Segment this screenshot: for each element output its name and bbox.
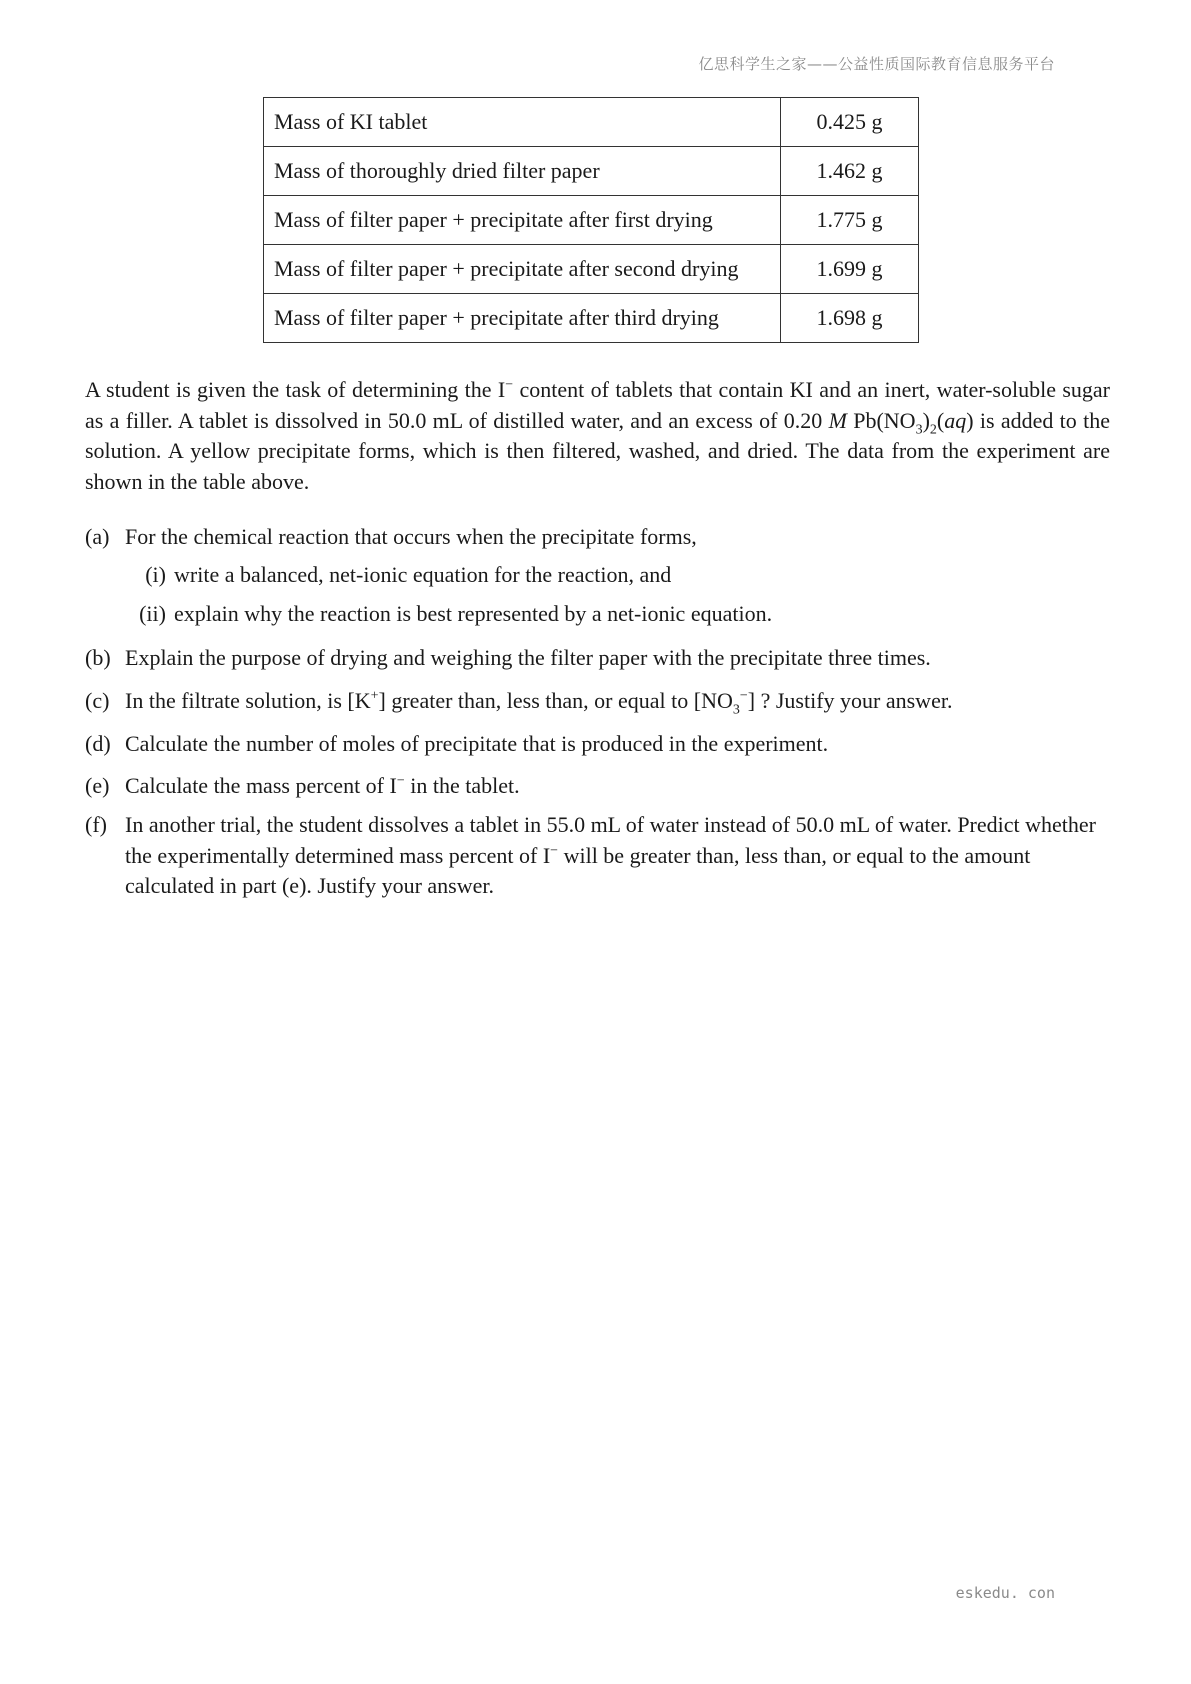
- question-marker: (e): [85, 773, 110, 798]
- row-label: Mass of filter paper + precipitate after third drying: [264, 294, 781, 343]
- question-marker: (a): [85, 524, 110, 549]
- question-text: [125, 771, 1110, 802]
- table-row: [264, 147, 919, 196]
- question-a-i: [130, 560, 1110, 591]
- table-row: [264, 98, 919, 147]
- superscript: −: [505, 377, 514, 393]
- question-text-part: In another trial, the student dissolves a tablet in 55.0 mL of water instead of 50.0 mL of water. Predict whether the experimentally determined mass percent of I: [125, 812, 1096, 868]
- question-a: [85, 522, 1110, 553]
- intro-text: ): [922, 407, 930, 433]
- intro-text: Pb(NO: [846, 407, 916, 433]
- table-row: [264, 294, 919, 343]
- aqueous-label: aq: [944, 407, 967, 433]
- subquestion-marker: (i): [145, 562, 166, 587]
- question-e: [85, 771, 1110, 802]
- intro-text: (: [936, 407, 945, 433]
- table-row: [264, 245, 919, 294]
- superscript: −: [550, 843, 559, 859]
- intro-text: content of tablets that contain KI and an inert, water-soluble sugar as a filler. A tablet is dissolved in 50.0 mL of distilled water, and an excess of 0.20: [85, 377, 1110, 433]
- subscript: 3: [732, 702, 740, 718]
- superscript: −: [739, 688, 748, 704]
- question-text: For the chemical reaction that occurs when the precipitate forms,: [125, 524, 697, 549]
- question-c: [85, 686, 1110, 717]
- molar-symbol: M: [828, 407, 847, 433]
- intro-text: A student is given the task of determining the I: [85, 377, 506, 402]
- table-row: [264, 196, 919, 245]
- question-text-part: ] greater than, less than, or equal to [NO: [378, 688, 733, 713]
- question-marker: (f): [85, 812, 107, 837]
- row-value: 1.698 g: [781, 294, 919, 343]
- question-marker: (c): [85, 688, 110, 713]
- question-text-part: Calculate the mass percent of I: [125, 773, 397, 798]
- row-value: 1.462 g: [781, 147, 919, 196]
- subquestion-text: explain why the reaction is best represented by a net-ionic equation.: [174, 601, 773, 626]
- question-text: Calculate the number of moles of precipitate that is produced in the experiment.: [125, 731, 829, 756]
- intro-paragraph: [85, 375, 1110, 497]
- subscript: 2: [929, 421, 937, 437]
- row-value: 1.699 g: [781, 245, 919, 294]
- question-text-part: ] ? Justify your answer.: [747, 688, 953, 713]
- subquestion-marker: (ii): [139, 601, 166, 626]
- intro-text: ) is added to the solution. A yellow precipitate forms, which is then filtered, washed, and dried. The data from the experiment are shown in the table above.: [85, 407, 1110, 494]
- mass-data-table: [263, 97, 919, 343]
- question-text-part: in the tablet.: [404, 773, 520, 798]
- question-text: Explain the purpose of drying and weighing the filter paper with the precipitate three times.: [125, 645, 931, 670]
- page-header: 亿思科学生之家——公益性质国际教育信息服务平台: [698, 55, 1055, 73]
- superscript: +: [370, 688, 379, 704]
- row-label: Mass of filter paper + precipitate after first drying: [264, 196, 781, 245]
- question-marker: (d): [85, 731, 111, 756]
- subscript: 3: [915, 421, 923, 437]
- row-label: Mass of filter paper + precipitate after second drying: [264, 245, 781, 294]
- row-value: 1.775 g: [781, 196, 919, 245]
- question-f: [85, 810, 1110, 902]
- question-a-ii: [130, 599, 1110, 630]
- question-text-part: will be greater than, less than, or equal to the amount calculated in part (e). Justify your answer.: [125, 842, 1031, 898]
- question-marker: (b): [85, 645, 111, 670]
- subquestion-text: write a balanced, net-ionic equation for the reaction, and: [174, 562, 672, 587]
- page-footer: eskedu. con: [955, 1584, 1055, 1602]
- row-label: Mass of thoroughly dried filter paper: [264, 147, 781, 196]
- question-text: [125, 686, 1110, 717]
- question-b: [85, 643, 1110, 674]
- superscript: −: [396, 773, 405, 789]
- question-text: [125, 810, 1110, 902]
- question-d: [85, 729, 1110, 760]
- question-text-part: In the filtrate solution, is [K: [125, 688, 371, 713]
- row-value: 0.425 g: [781, 98, 919, 147]
- row-label: Mass of KI tablet: [264, 98, 781, 147]
